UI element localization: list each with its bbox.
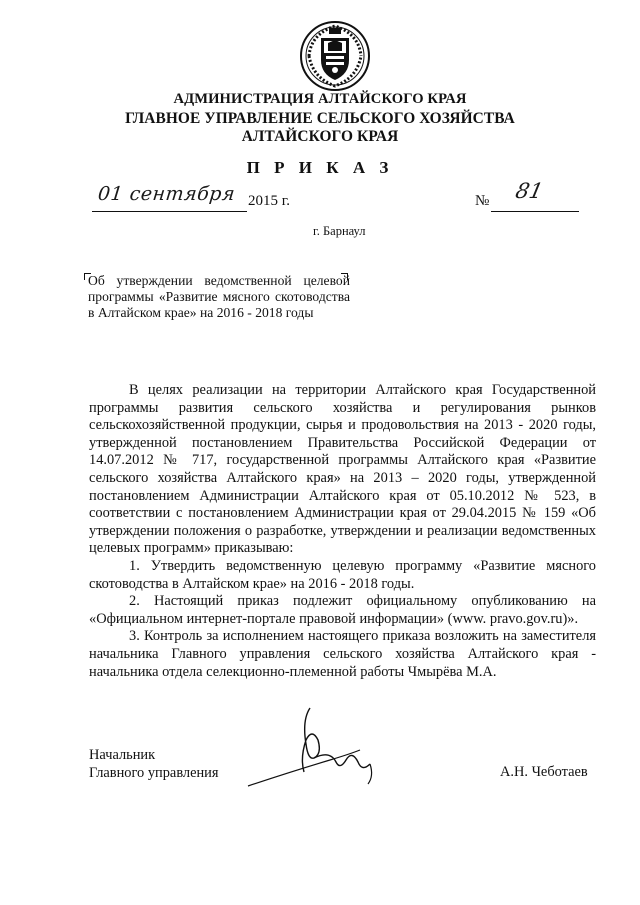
signatory-position-line-1: Начальник	[89, 747, 156, 763]
handwritten-date: 01 сентября	[96, 183, 237, 205]
order-body	[89, 382, 596, 681]
body-paragraph-2: 1. Утвердить ведомственную целевую программу «Развитие мясного скотоводства в Алтайском крае» на 2016 - 2018 годы.	[89, 557, 596, 592]
signatory-position-line-2: Главного управления	[89, 765, 219, 781]
number-label: №	[475, 193, 490, 209]
header-line-3: АЛТАЙСКОГО КРАЯ	[241, 128, 399, 145]
body-paragraph-4: 3. Контроль за исполнением настоящего приказа возложить на заместителя начальника Главного управления сельского хозяйства Алтайского края - начальника отдела селекционно-племенной работы Чмырёва М.А.	[89, 628, 596, 680]
header-line-2: ГЛАВНОЕ УПРАВЛЕНИЕ СЕЛЬСКОГО ХОЗЯЙСТВА	[125, 110, 515, 127]
header-line-1: АДМИНИСТРАЦИЯ АЛТАЙСКОГО КРАЯ	[173, 91, 467, 107]
city-label: г. Барнаул	[313, 224, 366, 238]
handwritten-signature	[240, 700, 390, 790]
order-subject: Об утверждении ведомственной целевой программы «Развитие мясного скотоводства в Алтайском крае» на 2016 - 2018 годы	[88, 273, 350, 320]
order-title: П Р И К А З	[246, 158, 394, 177]
signatory-position	[89, 746, 219, 782]
body-paragraph-3: 2. Настоящий приказ подлежит официальному опубликованию на «Официальном интернет-портале правовой информации» (www. pravo.gov.ru)».	[89, 593, 596, 627]
order-year: 2015 г.	[248, 193, 290, 209]
handwritten-number: 81	[513, 179, 546, 203]
coat-of-arms-emblem-icon	[299, 20, 371, 92]
signatory-name: А.Н. Чеботаев	[500, 764, 588, 780]
body-paragraph-1: В целях реализации на территории Алтайского края Государственной программы развития сельского хозяйства и регулирования рынков сельскохозяйственной продукции, сырья и продовольствия на 2013 - 2020 годы, утвержденной постановлением Правительства Российской Федерации от 14.07.2012 № 717, государственной программы Алтайского края «Развитие сельского хозяйства Алтайского края» на 2013 – 2020 годы, утвержденной постановлением Администрации Алтайского края от 05.10.2012 № 523, в соответствии с постановлением Администрации края от 29.04.2015 № 159 «Об утверждении положения о разработке, утверждении и реализации ведомственных целевых программ» приказываю:	[89, 382, 596, 557]
